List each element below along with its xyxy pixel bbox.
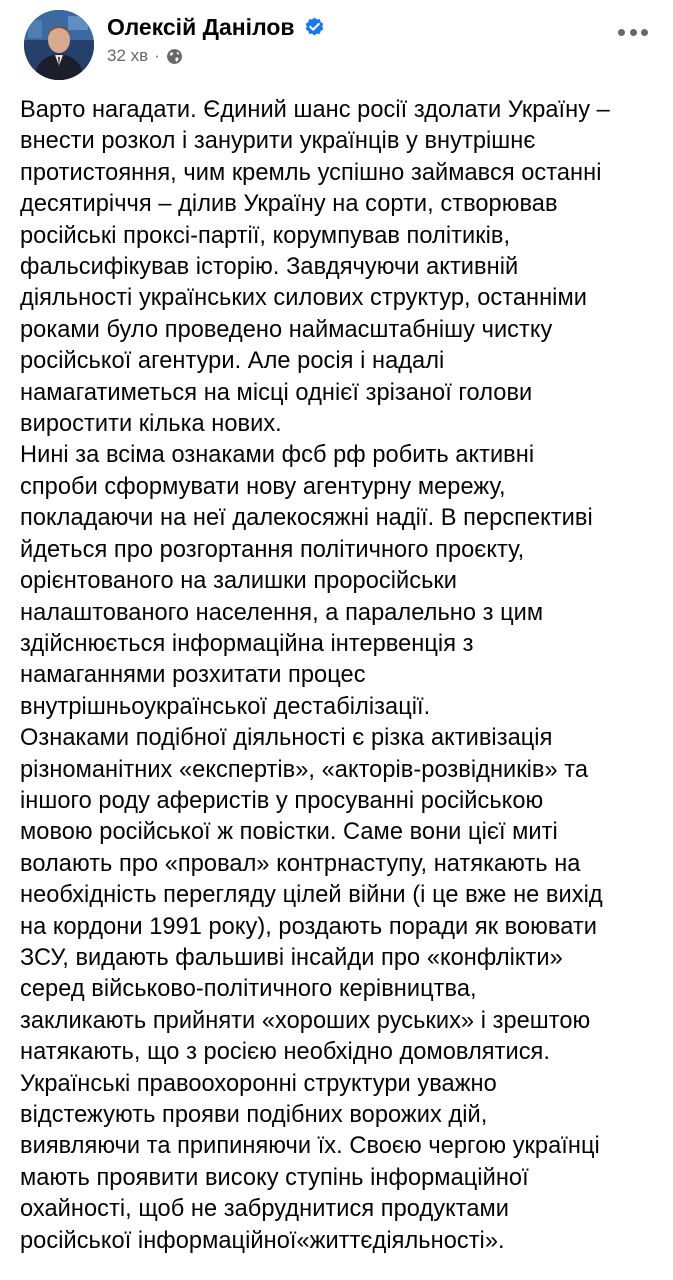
post-text-line: Ознаками подібної діяльності є різка активізація [20, 725, 553, 752]
post-text-line: виростити кілька нових. [20, 411, 282, 438]
post-text-line: натякають, що з росією необхідно домовлятися. [20, 1039, 550, 1066]
post-text-line: внести розкол і занурити українців у внутрішнє [20, 128, 536, 155]
post-text-line: діяльності українських силових структур, останніми [20, 285, 587, 312]
more-options-icon [618, 29, 625, 36]
post-text-line: російської агентури. Але росія і надалі [20, 348, 445, 375]
post-text-line: десятиріччя – ділив Україну на сорти, створював [20, 191, 558, 218]
post-text-line: ЗСУ, видають фальшиві інсайди про «конфлікти» [20, 944, 563, 971]
post-text-line: роками було проведено наймасштабнішу чистку [20, 316, 553, 343]
post-text-line: налаштованого населення, а паралельно з цим [20, 599, 544, 626]
post-text-line: намагатиметься на місці однієї зрізаної голови [20, 379, 533, 406]
post-text-line: виявляючи та припиняючи їх. Своєю чергою українці [20, 1133, 600, 1160]
post-text-line: спроби сформувати нову агентурну мережу, [20, 473, 506, 500]
post-text-line: необхідність перегляду цілей війни (і це вже не вихід [20, 882, 603, 909]
post-text-line: російської інформаційної«життєдіяльності». [20, 1227, 505, 1254]
post-time[interactable]: 32 хв [107, 46, 149, 65]
post-text-line: внутрішньоукраїнської дестабілізації. [20, 693, 431, 720]
post-text-line: закликають прийняти «хороших руських» і зрештою [20, 1007, 591, 1034]
post-text-line: намаганнями розхитати процес [20, 662, 366, 689]
author-avatar[interactable] [24, 10, 94, 80]
post-text-line: орієнтованого на залишки проросійськи [20, 568, 458, 595]
post-text-line: різноманітних «експертів», «акторів-розвідників» та [20, 756, 589, 783]
post-text-line: серед військово-політичного керівництва, [20, 976, 477, 1003]
post-text [20, 95, 665, 1257]
post-meta [107, 45, 183, 67]
author-name[interactable]: Олексій Данілов [107, 14, 295, 40]
post-text-line: волають про «провал» контрнаступу, натякають на [20, 850, 581, 877]
post-text-line: Українські правоохоронні структури уважно [20, 1070, 497, 1097]
post-text-line: мають проявити високу ступінь інформаційної [20, 1164, 529, 1191]
post-text-line: на кордони 1991 року), роздають поради як воювати [20, 913, 597, 940]
post-text-line: фальсифікував історію. Завдячуючи активній [20, 254, 519, 281]
post-header [0, 0, 673, 90]
post-text-line: іншого роду аферистів у просуванні російською [20, 787, 544, 814]
more-options-icon [630, 29, 637, 36]
verified-badge-icon [303, 16, 326, 39]
more-options-button[interactable] [618, 22, 648, 42]
post-text-line: російські проксі-партії, корумпував політиків, [20, 222, 511, 249]
meta-separator: · [154, 46, 160, 65]
post-text-line: мовою російської ж повістки. Саме вони цієї миті [20, 819, 558, 846]
post-text-line: покладаючи на неї далекосяжні надії. В перспективі [20, 505, 593, 532]
post-text-line: протистояння, чим кремль успішно займався останні [20, 159, 602, 186]
avatar-photo [24, 10, 94, 80]
post-text-line: відстежують прояви подібних ворожих дій, [20, 1102, 488, 1128]
post-text-line: здійснюється інформаційна інтервенція з [20, 630, 474, 657]
post-text-line: йдеться про розгортання політичного проєкту, [20, 536, 525, 563]
globe-icon[interactable] [166, 48, 183, 65]
post-text-line: Варто нагадати. Єдиний шанс росії здолати Україну – [20, 97, 610, 123]
more-options-icon [641, 29, 648, 36]
post-text-line: Нині за всіма ознаками фсб рф робить активні [20, 442, 535, 469]
post-text-line: охайності, щоб не забруднитися продуктами [20, 1196, 510, 1223]
